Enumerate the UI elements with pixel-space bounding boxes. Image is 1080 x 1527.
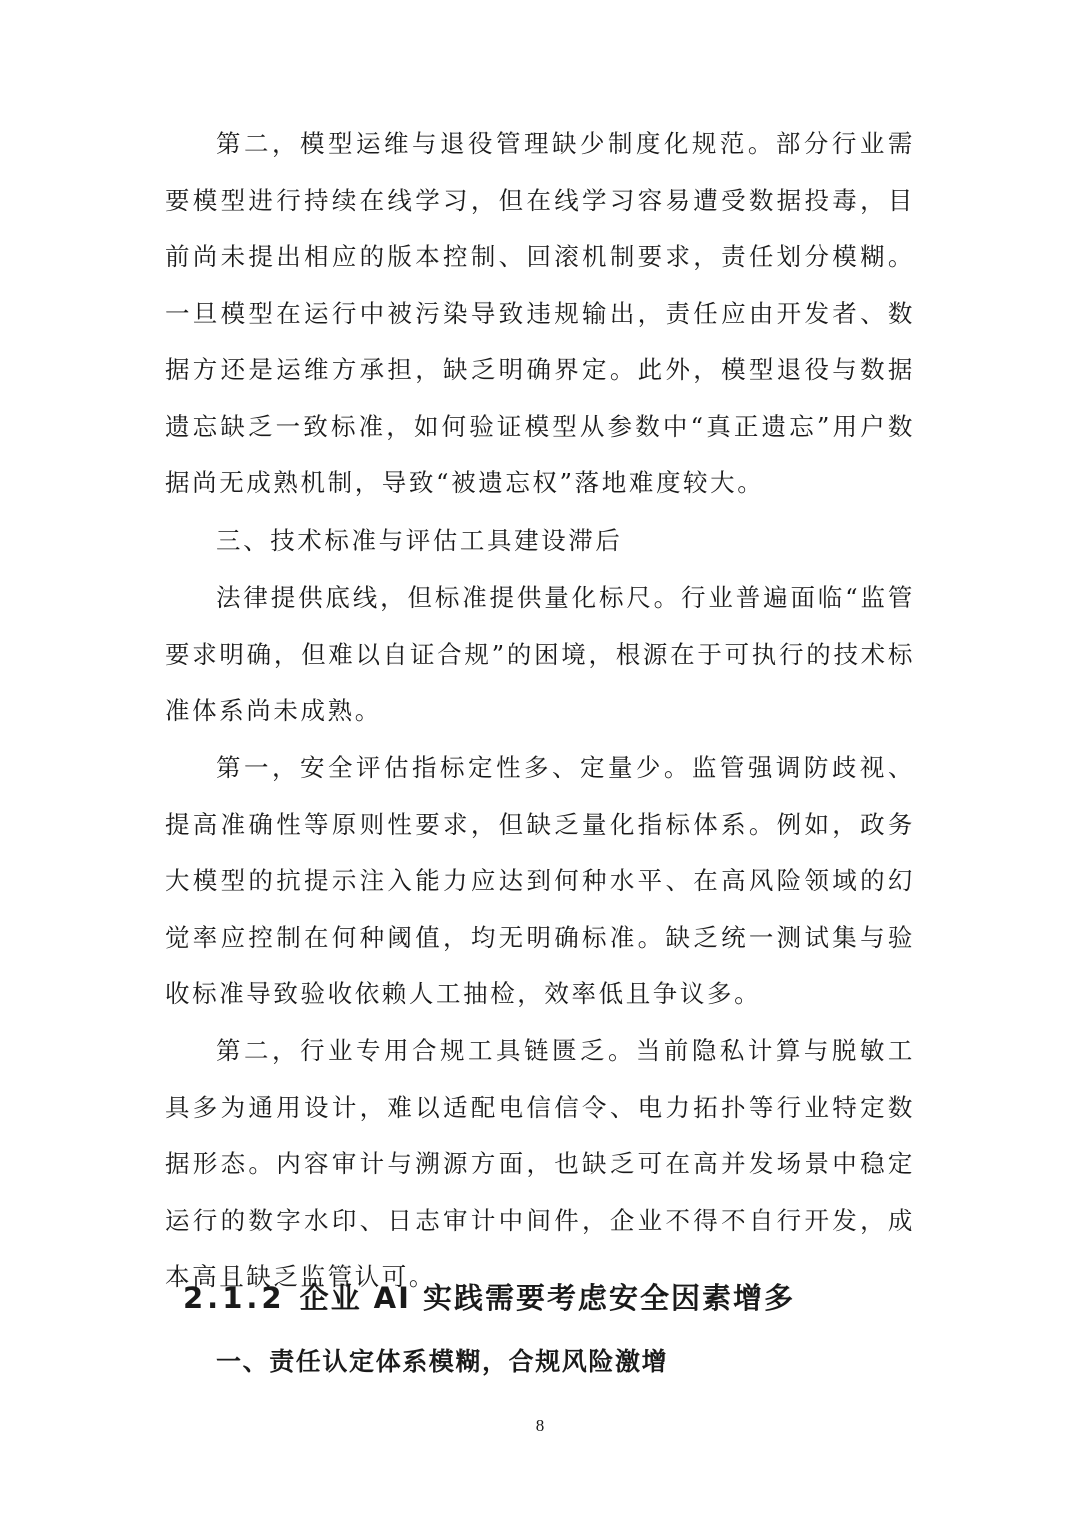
paragraph-compliance-tools: 第二，行业专用合规工具链匮乏。当前隐私计算与脱敏工具多为通用设计，难以适配电信信令、电力拓扑等行业特定数据形态。内容审计与溯源方面，也缺乏可在高并发场景中稳定运行的数字水印、日志审计中间件，企业不得不自行开发，成本高且缺乏监管认可。 [165,1036,915,1291]
body-text-block [165,570,915,740]
body-text-block [165,1023,915,1306]
page-number: 8 [535,1416,545,1435]
section-heading [183,1274,795,1322]
paragraph-model-ops: 第二，模型运维与退役管理缺少制度化规范。部分行业需要模型进行持续在线学习，但在线学习容易遭受数据投毒，目前尚未提出相应的版本控制、回滚机制要求，责任划分模糊。一旦模型在运行中被污染导致违规输出，责任应由开发者、数据方还是运维方承担，缺乏明确界定。此外，模型退役与数据遗忘缺乏一致标准，如何验证模型从参数中“真正遗忘”用户数据尚无成熟机制，导致“被遗忘权”落地难度较大。 [165,129,915,497]
bold-subheading: 一、责任认定体系模糊，合规风险激增 [216,1347,669,1376]
paragraph-law-baseline: 法律提供底线，但标准提供量化标尺。行业普遍面临“监管要求明确，但难以自证合规”的困境，根源在于可执行的技术标准体系尚未成熟。 [165,583,915,725]
body-text-block [165,116,915,512]
paragraph-evaluation-metrics: 第一，安全评估指标定性多、定量少。监管强调防歧视、提高准确性等原则性要求，但缺乏量化指标体系。例如，政务大模型的抗提示注入能力应达到何种水平、在高风险领域的幻觉率应控制在何种阈值，均无明确标准。缺乏统一测试集与验收标准导致验收依赖人工抽检，效率低且争议多。 [165,753,915,1008]
body-text-block [165,740,915,1023]
subheading-block [165,513,915,570]
section-title-text: 企业 AI 实践需要考虑安全因素增多 [299,1281,796,1315]
subheading-standards-lag: 三、技术标准与评估工具建设滞后 [216,526,623,555]
section-number: 2.1.2 [183,1281,286,1315]
